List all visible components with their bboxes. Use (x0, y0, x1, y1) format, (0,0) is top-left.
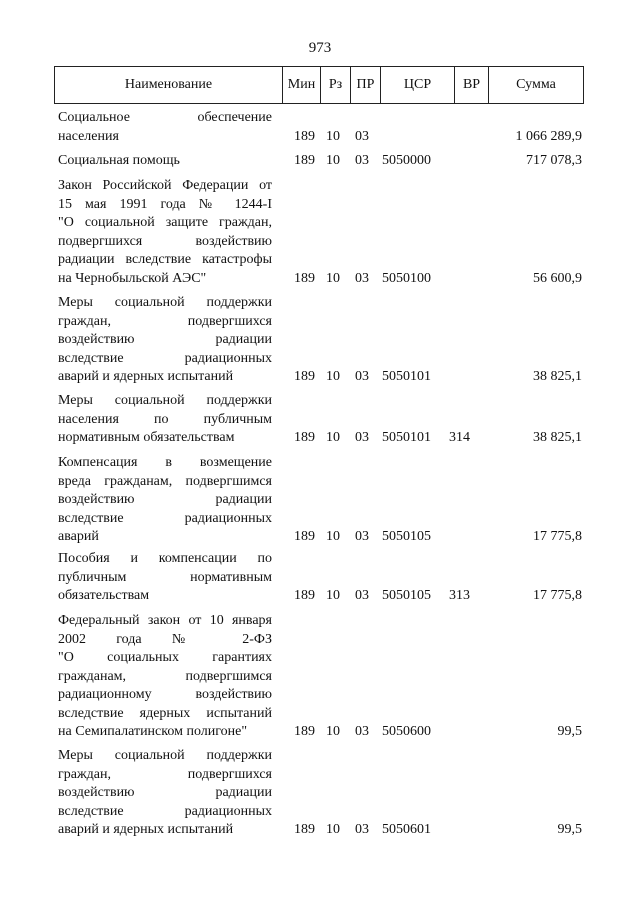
row-name-line: гражданам, подвергшимся (58, 668, 272, 684)
row-name (58, 747, 272, 840)
row-name (58, 294, 272, 387)
row-sum: 17 775,8 (533, 529, 582, 544)
row-name-line: вследствие радиационных (58, 510, 272, 526)
row-name-line: населения (58, 128, 119, 144)
row-pr: 03 (355, 588, 369, 603)
row-csr: 5050000 (382, 153, 431, 168)
row-name-line: Социальная помощь (58, 153, 180, 168)
row-name-line: 15 мая 1991 года № 1244-I (58, 196, 272, 212)
row-name (58, 177, 272, 288)
row-name-line: Меры социальной поддержки (58, 748, 272, 763)
row-min: 189 (294, 430, 315, 445)
header-sum: Сумма (516, 77, 556, 92)
row-name-line: аварий и ядерных испытаний (58, 822, 234, 837)
row-name-line: граждан, подвергшихся (58, 766, 272, 782)
header-csr: ЦСР (381, 67, 455, 103)
row-name-line: Пособия и компенсации по (58, 551, 272, 566)
row-pr: 03 (355, 724, 369, 739)
row-name-line: воздействию радиации (58, 785, 272, 800)
row-sum: 717 078,3 (526, 153, 582, 168)
row-min: 189 (294, 369, 315, 384)
row-csr: 5050105 (382, 588, 431, 603)
row-sum: 38 825,1 (533, 430, 582, 445)
row-name-line: Федеральный закон от 10 января (58, 613, 272, 628)
row-name (58, 152, 272, 171)
row-name-line: воздействию радиации (58, 332, 272, 347)
row-name (58, 392, 272, 448)
row-name-line: нормативным обязательствам (58, 430, 235, 445)
row-min: 189 (294, 270, 315, 286)
row-name-line: радиационному воздействию (58, 687, 272, 702)
row-rz: 10 (326, 430, 340, 445)
header-vr: ВР (455, 67, 489, 103)
page-number: 973 (308, 40, 332, 56)
row-pr: 03 (355, 822, 369, 837)
row-name-line: воздействию радиации (58, 492, 272, 507)
row-name-line: обязательствам (58, 588, 150, 603)
row-pr: 03 (355, 270, 369, 286)
row-rz: 10 (326, 369, 340, 384)
row-name-line: вследствие радиационных (58, 350, 272, 366)
header-name: Наименование (55, 67, 283, 103)
row-sum: 56 600,9 (533, 270, 582, 286)
row-min: 189 (294, 128, 315, 144)
row-vr: 313 (449, 588, 470, 603)
row-name-line: Компенсация в возмещение (58, 455, 272, 470)
row-name-line: населения по публичным (58, 411, 272, 427)
row-name-line: публичным нормативным (58, 569, 272, 585)
header-pr: ПР (351, 67, 381, 103)
row-rz: 10 (326, 724, 340, 739)
row-rz: 10 (326, 128, 340, 144)
row-name (58, 550, 272, 606)
row-sum: 17 775,8 (533, 588, 582, 603)
header-rz: Рз (321, 67, 351, 103)
row-name (58, 454, 272, 547)
row-name-line: вследствие радиационных (58, 803, 272, 819)
row-name-line: "О социальных гарантиях (58, 650, 272, 665)
row-min: 189 (294, 822, 315, 837)
row-vr: 314 (449, 430, 470, 445)
row-csr: 5050600 (382, 724, 431, 739)
row-min: 189 (294, 153, 315, 168)
table-header (54, 66, 584, 104)
row-sum: 99,5 (557, 822, 582, 837)
row-pr: 03 (355, 153, 369, 168)
row-name-line: Закон Российской Федерации от (58, 178, 272, 193)
row-name (58, 109, 272, 146)
row-name-line: 2002 года № 2-ФЗ (58, 631, 272, 647)
row-name-line: вследствие ядерных испытаний (58, 705, 272, 721)
row-name-line: вреда гражданам, подвергшимся (58, 473, 272, 489)
row-name-line: аварий и ядерных испытаний (58, 369, 234, 384)
row-pr: 03 (355, 369, 369, 384)
row-name-line: подвергшихся воздействию (58, 233, 272, 249)
row-name-line: "О социальной защите граждан, (58, 215, 272, 230)
row-name-line: радиации вследствие катастрофы (58, 252, 272, 267)
row-name-line: Меры социальной поддержки (58, 393, 272, 408)
row-sum: 38 825,1 (533, 369, 582, 384)
header-min: Мин (283, 67, 321, 103)
row-min: 189 (294, 529, 315, 544)
row-rz: 10 (326, 270, 340, 286)
row-pr: 03 (355, 430, 369, 445)
row-csr: 5050601 (382, 822, 431, 837)
row-name-line: на Чернобыльской АЭС" (58, 270, 207, 286)
row-min: 189 (294, 724, 315, 739)
row-csr: 5050105 (382, 529, 431, 544)
row-pr: 03 (355, 529, 369, 544)
row-sum: 99,5 (557, 724, 582, 739)
row-csr: 5050100 (382, 270, 431, 286)
row-rz: 10 (326, 822, 340, 837)
row-rz: 10 (326, 529, 340, 544)
row-name-line: граждан, подвергшихся (58, 313, 272, 329)
row-name-line: на Семипалатинском полигоне" (58, 724, 248, 739)
row-sum: 1 066 289,9 (515, 128, 582, 144)
row-pr: 03 (355, 128, 369, 144)
row-rz: 10 (326, 588, 340, 603)
row-name (58, 612, 272, 742)
row-name-line: Меры социальной поддержки (58, 295, 272, 310)
row-name-line: аварий (58, 529, 99, 544)
row-name-line: Социальное обеспечение (58, 110, 272, 125)
row-rz: 10 (326, 153, 340, 168)
row-csr: 5050101 (382, 430, 431, 445)
row-csr: 5050101 (382, 369, 431, 384)
row-min: 189 (294, 588, 315, 603)
